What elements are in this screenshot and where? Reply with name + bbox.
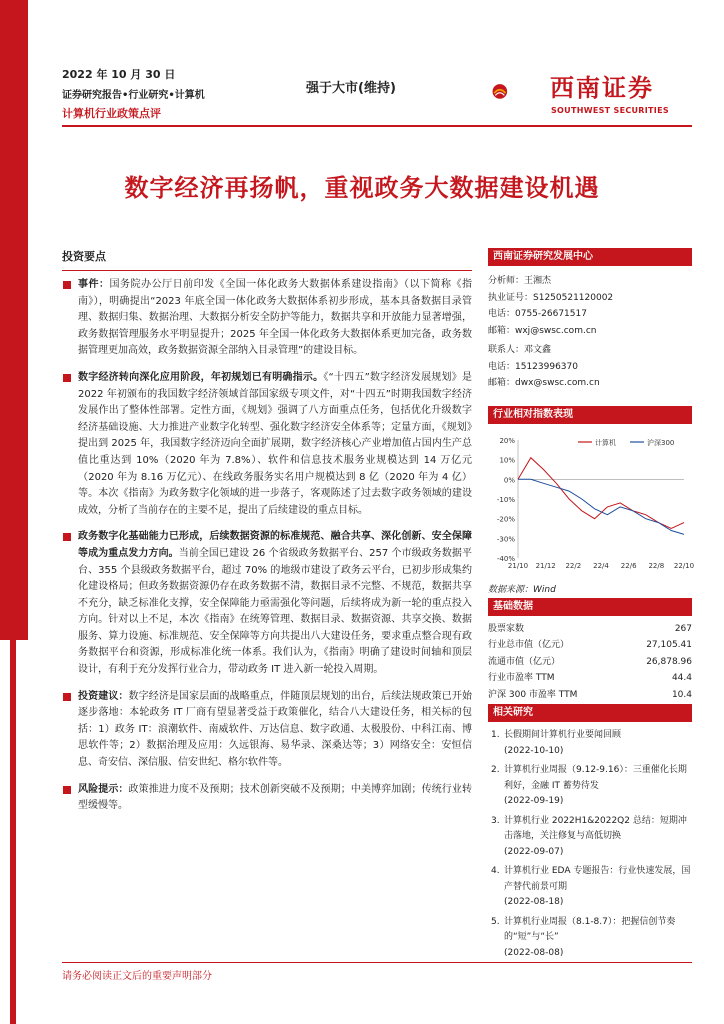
x-tick-label: 22/10 (673, 562, 695, 570)
southwest-logo-icon (492, 64, 548, 120)
series-line-0 (518, 458, 684, 529)
research-center-bar: 西南证券研究发展中心 (488, 248, 692, 266)
basic-data-row (488, 670, 692, 686)
section-divider (62, 270, 472, 271)
chart-panel (488, 406, 695, 599)
bullet-lead: 数字经济转向深化应用阶段，年初规划已有明确指示。 (78, 371, 324, 383)
basic-data-key: 沪深 300 市盈率 TTM (488, 689, 578, 700)
report-type: 证券研究报告•行业研究•计算机 (62, 90, 205, 101)
related-title: 计算机行业 EDA 专题报告：行业快速发展，国产替代前景可期 (504, 866, 691, 892)
analyst-line: 邮箱：wxj@swsc.com.cn (488, 325, 597, 336)
legend-label: 计算机 (595, 439, 616, 447)
header-divider (62, 125, 692, 127)
y-tick-label: -30% (496, 535, 515, 544)
basic-data-key: 流通市值（亿元） (488, 656, 561, 667)
related-num: 4. (491, 866, 500, 876)
section-title: 投资要点 (62, 250, 106, 263)
bullet-square-icon (63, 786, 71, 794)
analyst-line: 分析师：王湘杰 (488, 276, 552, 286)
related-title: 计算机行业周报（8.1-8.7）：把握信创节奏的“短”与“长” (504, 916, 676, 942)
basic-data-value: 10.4 (671, 689, 692, 700)
logo-text-en: SOUTHWEST SECURITIES (551, 106, 669, 115)
y-tick-label: 0% (503, 476, 515, 485)
contact-line: 联系人：邓文鑫 (488, 345, 552, 355)
bullet-lead: 投资建议： (78, 690, 129, 702)
related-list (488, 728, 692, 961)
report-category: 计算机行业政策点评 (62, 107, 161, 120)
basic-data-row (488, 637, 692, 653)
y-tick-label: 10% (499, 456, 515, 465)
contact-info (488, 342, 692, 392)
bullet-text: 《“十四五”数字经济发展规划》是 2022 年初颁布的我国数字经济领域首部国家级专项文件，对“十四五”时期我国数字经济发展作出了整体性部署。定性方面，《规划》强调了八方面重点任务，包括优化升级数字经济基础设施、大力推进产业数字化转型、强化数字经济安全体系等；定量方面，《规划》提出到 2025 年，我国数字经济迈向全面扩展期，数字经济核心产业增加值占国内生产总值比重达到 10%（2020 年为 7.8%）、软件和信息技术服务业规模达到 14 万亿元（2020 年为 8.16 万亿元）、在线政务服务实名用户规模达到 8 亿（2020 年为 4 亿）等。本次《指南》为政务数字化领域的进一步落子，客观陈述了过去数字政务领域的建设成效，分析了当前存在的主要不足，提出了后续建设的重点目标。 (78, 371, 472, 516)
related-title: 计算机行业 2022H1&2022Q2 总结：短期冲击落地，关注修复与高低切换 (504, 815, 687, 841)
x-tick-label: 21/12 (535, 562, 556, 570)
bullet-text: 政策推进力度不及预期；技术创新突破不及预期；中美博弈加剧；传统行业转型缓慢等。 (78, 783, 473, 812)
bullet-square-icon (63, 693, 71, 701)
report-title: 数字经济再扬帆，重视政务大数据建设机遇 (124, 174, 600, 202)
x-tick-label: 22/2 (565, 562, 582, 570)
basic-data-key: 行业总市值（亿元） (488, 640, 570, 651)
related-item[interactable] (488, 864, 692, 911)
related-date: (2022-09-07) (504, 846, 564, 857)
related-date: (2022-08-18) (504, 897, 564, 907)
related-num: 3. (491, 815, 500, 826)
x-tick-label: 22/8 (648, 562, 665, 570)
rating: 强于大市(维持) (306, 81, 396, 96)
bullet-item (62, 782, 472, 815)
related-item[interactable] (488, 728, 692, 759)
x-tick-label: 22/4 (593, 562, 609, 570)
basic-data-bar: 基础数据 (488, 598, 692, 616)
related-date: (2022-09-19) (504, 796, 564, 806)
basic-data-panel (488, 598, 692, 703)
related-item[interactable] (488, 763, 692, 810)
relative-index-chart (488, 430, 695, 570)
series-line-1 (518, 479, 684, 534)
analyst-info (488, 273, 692, 339)
basic-data-key: 行业市盈率 TTM (488, 673, 555, 684)
chart-source: 数据来源：Wind (488, 585, 556, 595)
bullet-text: 当前全国已建设 26 个省级政务数据平台、257 个市级政务数据平台、355 个县级政务数据平台，超过 70% 的地级市建设了政务云平台，已初步形成集约化建设格局；但政务数据资源仍存在政务数据不清，数据目录不完整、不规范，数据共享不充分，缺乏标准化支撑，安全保障能力亟需强化等问题，后续将成为新一轮的重点投入方向。针对以上不足，本次《指南》在统筹管理、数据目录、数据资源、共享交换、数据服务、算力设施、标准规范、安全保障等方向共提出八大建设任务，要求重点整合现有政务数据平台和资源，形成标准化统一体系。我们认为，《指南》明确了建设时间轴和顶层设计，有利于充分发挥行业合力，带动政务 IT 进入新一轮投入周期。 (78, 547, 472, 676)
analyst-line: 电话：0755-26671517 (488, 309, 587, 319)
sidebar (488, 248, 692, 392)
main-content (62, 248, 472, 825)
y-tick-label: -40% (496, 555, 515, 563)
related-date: (2022-10-10) (504, 745, 564, 756)
related-num: 5. (491, 916, 500, 927)
basic-data-key: 股票家数 (488, 624, 525, 634)
footer-disclaimer: 请务必阅读正文后的重要声明部分 (62, 971, 212, 982)
logo-text-cn: 西南证券 (550, 73, 654, 102)
legend-label: 沪深300 (647, 439, 675, 447)
related-bar: 相关研究 (488, 704, 692, 722)
bullet-square-icon (63, 281, 71, 289)
y-tick-label: 20% (499, 437, 515, 445)
analyst-line: 执业证号：S1250521120002 (488, 292, 614, 303)
bullet-square-icon (63, 533, 71, 541)
contact-line: 邮箱：dwx@swsc.com.cn (488, 378, 600, 388)
basic-data-row (488, 621, 692, 637)
bullet-lead: 政务数字化基础能力已形成，后续数据资源的标准规范、融合共享、深化创新、安全保障等成为重点发力方向。 (78, 531, 472, 559)
related-date: (2022-08-08) (504, 947, 564, 958)
bullet-square-icon (63, 374, 71, 382)
bullet-text: 国务院办公厅日前印发《全国一体化政务大数据体系建设指南》（以下简称《指南》），明确提出“2023 年底全国一体化政务大数据体系初步形成，基本具备数据目录管理、数据归集、数据治理、大数据分析安全防护等能力，数据共享和开放能力显著增强，政务数据管理服务水平明显提升；2025 年全国一体化政务大数据体系更加完备，政务数据管理更加高效，政务数据资源全部纳入目录管理”的建设目标。 (78, 279, 473, 357)
related-panel (488, 704, 692, 965)
related-num: 1. (491, 730, 500, 740)
bullet-lead: 事件： (78, 279, 110, 290)
bullet-item (62, 277, 472, 360)
related-title: 计算机行业周报（9.12-9.16）：三重催化长期利好，金融 IT 蓄势待发 (504, 765, 687, 791)
basic-data-value: 44.4 (671, 673, 692, 684)
bullet-lead: 风险提示： (78, 783, 129, 795)
basic-data-row (488, 654, 692, 670)
bullet-list (62, 277, 472, 815)
related-item[interactable] (488, 915, 692, 962)
related-item[interactable] (488, 814, 692, 861)
left-brand-bar (0, 0, 28, 1024)
contact-line: 电话：15123996370 (488, 361, 578, 372)
bullet-item (62, 689, 472, 772)
report-date: 2022 年 10 月 30 日 (62, 68, 176, 81)
x-tick-label: 21/10 (507, 562, 529, 570)
bullet-item (62, 370, 472, 519)
basic-data-value: 26,878.96 (646, 656, 692, 667)
footer-divider (62, 962, 692, 963)
related-title: 长假期间计算机行业要闻回顾 (504, 730, 622, 740)
basic-data-table (488, 621, 692, 703)
basic-data-value: 267 (674, 624, 692, 634)
bullet-item (62, 529, 472, 678)
bullet-text: 数字经济是国家层面的战略重点，伴随顶层规划的出台，后续法规政策已开始逐步落地：本轮政务 IT 厂商有望显著受益于政策催化，结合八大建设任务，相关标的包括：1）政务 IT：浪潮软件、南威软件、万达信息、数字政通、太极股份、中科江南、博思软件等；2）数据治理及应用：久远银海、易华录、深桑达等；3）网络安全：安恒信息、奇安信、深信服、信安世纪、格尔软件等。 (78, 690, 473, 769)
chart-title-bar: 行业相对指数表现 (488, 406, 692, 424)
x-tick-label: 22/6 (620, 562, 637, 570)
basic-data-row (488, 687, 692, 703)
related-num: 2. (491, 765, 500, 775)
y-tick-label: -20% (496, 515, 515, 524)
basic-data-value: 27,105.41 (646, 640, 692, 651)
y-tick-label: -10% (496, 496, 515, 504)
